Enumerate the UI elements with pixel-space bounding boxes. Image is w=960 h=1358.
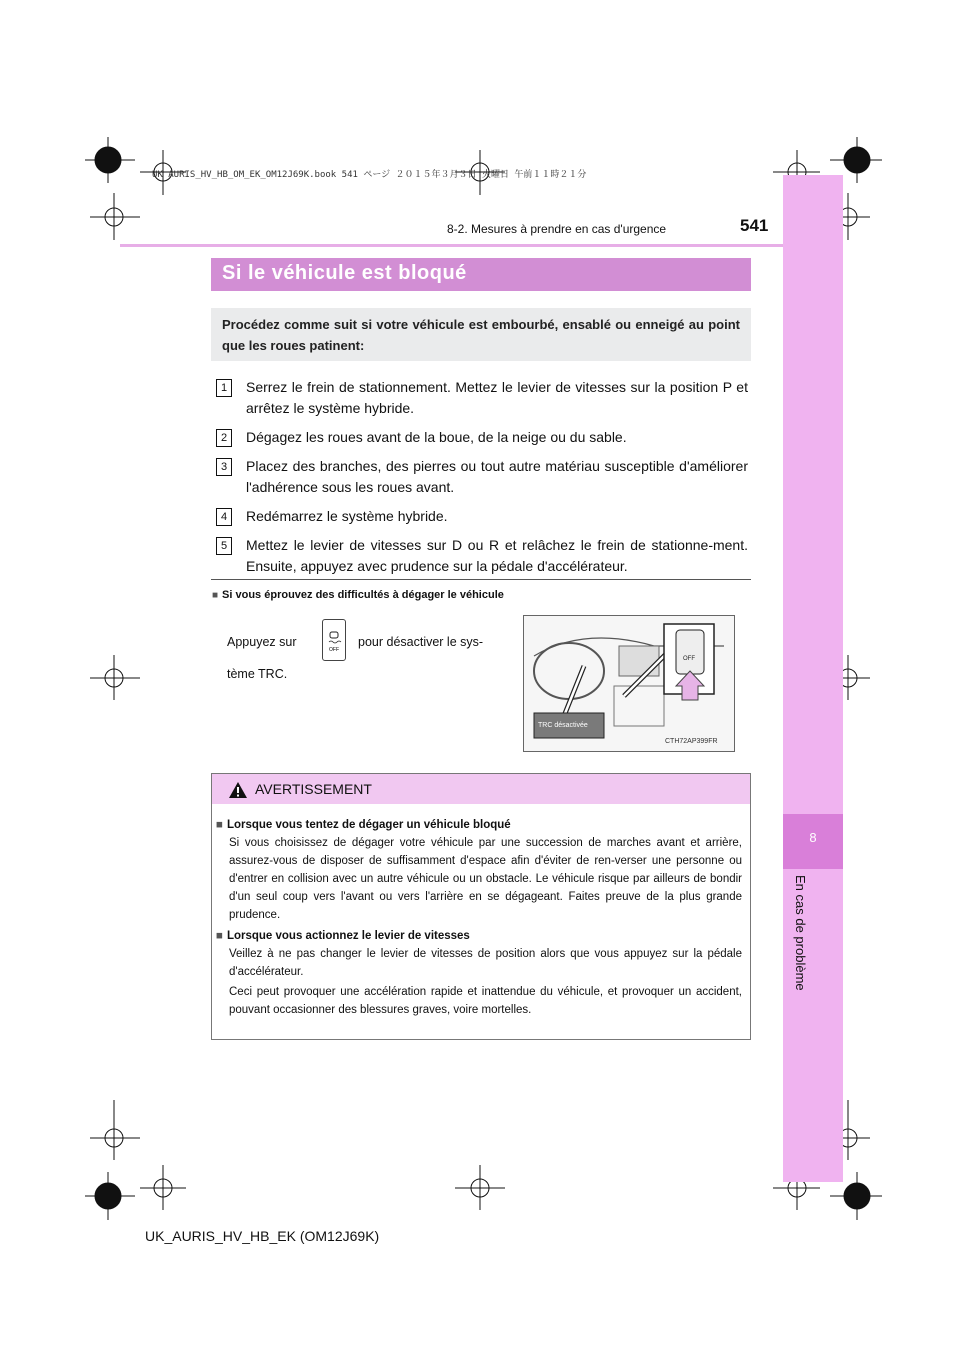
square-bullet-icon: ■ <box>212 590 219 601</box>
step-number: 4 <box>216 508 232 526</box>
header-rule <box>120 244 783 247</box>
warning-item-heading <box>216 816 742 834</box>
step-number: 5 <box>216 537 232 555</box>
warning-triangle-icon <box>228 781 248 799</box>
step-item <box>216 456 748 498</box>
trc-instruction-part2: pour désactiver le sys- <box>358 635 484 649</box>
svg-text:OFF: OFF <box>329 647 339 653</box>
step-text: Dégagez les roues avant de la boue, de la neige ou du sable. <box>246 429 627 445</box>
warning-title: AVERTISSEMENT <box>255 781 372 797</box>
difficulty-heading-text: Si vous éprouvez des difficultés à dégager le véhicule <box>222 589 504 601</box>
warning-item-heading-text: Lorsque vous tentez de dégager un véhicule bloqué <box>226 819 511 831</box>
warning-item-text: Ceci peut provoquer une accélération rapide et inattendue du véhicule, et provoquer un accident, pouvant occasionner des blessures graves, voire mortelles. <box>229 986 742 1016</box>
step-number: 1 <box>216 379 232 397</box>
trc-instruction-part1: Appuyez sur <box>227 635 297 649</box>
square-bullet-icon: ■ <box>216 819 223 831</box>
warning-item-heading-text: Lorsque vous actionnez le levier de vitesses <box>226 930 470 942</box>
step-number: 2 <box>216 429 232 447</box>
step-text: Mettez le levier de vitesses sur D ou R et relâchez le frein de stationne-ment. Ensuite, appuyez avec prudence sur la pédale d'accélérateur. <box>246 537 748 574</box>
step-item <box>216 377 748 419</box>
square-bullet-icon: ■ <box>216 930 223 942</box>
trc-off-button-icon <box>322 619 346 661</box>
file-stamp: UK AURIS_HV_HB_OM_EK_OM12J69K.book 541 ページ ２０１５年３月３日 火曜日 午前１１時２１分 <box>152 170 587 180</box>
step-item <box>216 427 748 448</box>
figure-button-label: OFF <box>683 656 695 662</box>
section-divider <box>211 579 751 580</box>
step-item <box>216 506 748 527</box>
warning-item-text: Veillez à ne pas changer le levier de vitesses de position alors que vous appuyez sur la pédale d'accélérateur. <box>229 948 742 978</box>
difficulty-heading <box>212 589 504 601</box>
chapter-title: En cas de problème <box>793 875 808 991</box>
chapter-sidebar <box>783 175 843 1182</box>
steering-wheel-illustration <box>534 643 604 699</box>
chapter-number: 8 <box>809 830 817 845</box>
page-number: 541 <box>740 216 769 235</box>
page-title: Si le véhicule est bloqué <box>222 262 467 284</box>
warning-item-heading <box>216 927 742 945</box>
footer-code: UK_AURIS_HV_HB_EK (OM12J69K) <box>145 1228 380 1244</box>
dashboard-illustration <box>523 615 735 752</box>
steps-list <box>216 377 748 585</box>
step-text: Redémarrez le système hybride. <box>246 508 448 524</box>
warning-body <box>216 816 742 1021</box>
step-item <box>216 535 748 577</box>
figure-screen-label: TRC désactivée <box>538 722 588 729</box>
trc-off-switch-illustration <box>676 630 704 674</box>
step-number: 3 <box>216 458 232 476</box>
section-label: 8-2. Mesures à prendre en cas d'urgence <box>447 222 667 236</box>
figure-code: CTH72AP399FR <box>665 738 718 745</box>
warning-item-text: Si vous choisissez de dégager votre véhicule par une succession de marches avant et arrière, assurez-vous de disposer de suffisamment d'espace afin d'éviter de ren-verser une personne ou d'entrer en collision avec un autre véhicule ou un obstacle. Le véhicule risque par ailleurs de bondir d'un seul coup vers l'avant ou vers l'arrière en se dégageant. Faites preuve de la plus grande prudence. <box>229 837 742 921</box>
step-text: Serrez le frein de stationnement. Mettez le levier de vitesses sur la position P et arrêtez le système hybride. <box>246 379 748 416</box>
intro-text: Procédez comme suit si votre véhicule est embourbé, ensablé ou enneigé au point que les roues patinent: <box>222 317 740 353</box>
step-text: Placez des branches, des pierres ou tout autre matériau susceptible d'améliorer l'adhérence sous les roues avant. <box>246 458 748 495</box>
trc-instruction-part3: tème TRC. <box>227 667 288 681</box>
